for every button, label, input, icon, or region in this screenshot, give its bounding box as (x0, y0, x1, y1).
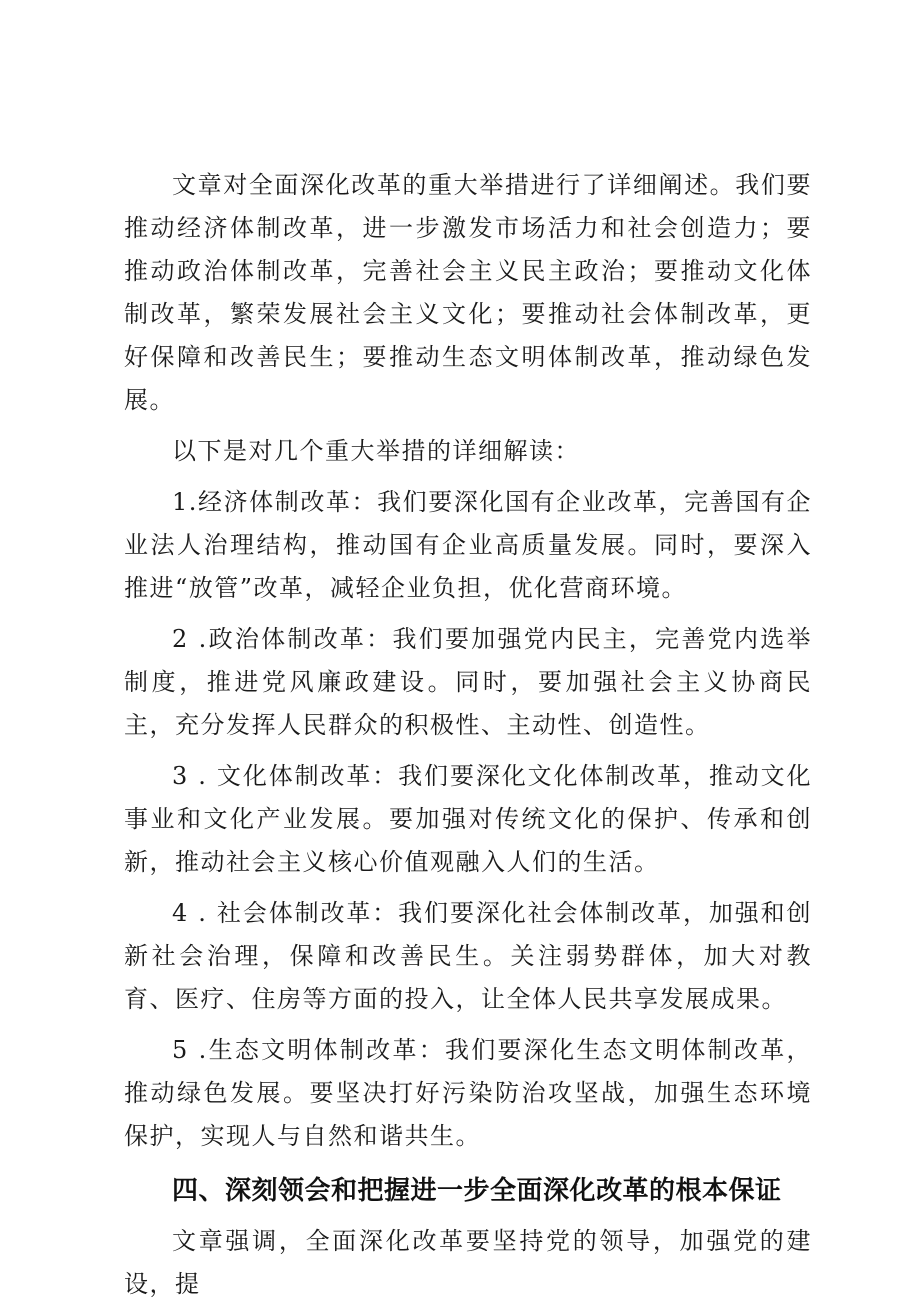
section-paragraph: 文章强调，全面深化改革要坚持党的领导，加强党的建设，提 (124, 1227, 812, 1298)
lead-in-paragraph: 以下是对几个重大举措的详细解读： (172, 437, 580, 465)
intro-paragraph: 文章对全面深化改革的重大举措进行了详细阐述。我们要推动经济体制改革，进一步激发市场活力和社会创造力；要推动政治体制改革，完善社会主义民主政治；要推动文化体制改革，繁荣发展社会主义文化；要推动社会体制改革，更好保障和改善民生；要推动生态文明体制改革，推动绿色发展。 (124, 171, 812, 414)
item-ecological-reform: 5 .生态文明体制改革：我们要深化生态文明体制改革，推动绿色发展。要坚决打好污染防治攻坚战，加强生态环境保护，实现人与自然和谐共生。 (124, 1036, 812, 1150)
section-heading: 四、深刻领会和把握进一步全面深化改革的根本保证 (172, 1176, 782, 1206)
item-political-reform: 2 .政治体制改革：我们要加强党内民主，完善党内选举制度，推进党风廉政建设。同时，要加强社会主义协商民主，充分发挥人民群众的积极性、主动性、创造性。 (124, 625, 812, 739)
document-body (124, 164, 812, 1314)
item-social-reform: 4 . 社会体制改革：我们要深化社会体制改革，加强和创新社会治理，保障和改善民生。关注弱势群体，加大对教育、医疗、住房等方面的投入，让全体人民共享发展成果。 (124, 899, 812, 1013)
item-economic-reform: 1.经济体制改革：我们要深化国有企业改革，完善国有企业法人治理结构，推动国有企业高质量发展。同时，要深入推进“放管”改革，减轻企业负担，优化营商环境。 (124, 488, 812, 602)
item-cultural-reform: 3 . 文化体制改革：我们要深化文化体制改革，推动文化事业和文化产业发展。要加强对传统文化的保护、传承和创新，推动社会主义核心价值观融入人们的生活。 (124, 762, 812, 876)
